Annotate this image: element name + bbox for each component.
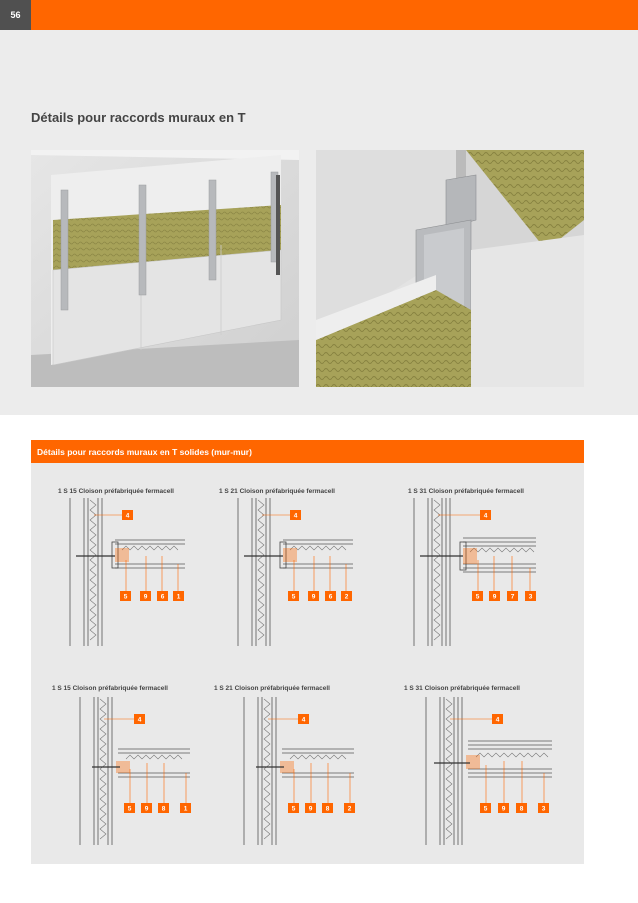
detail-drawing-4 [70,697,220,852]
detail-caption: 1 S 15 Cloison préfabriquée fermacell [52,685,168,692]
callout-9: 9 [492,593,497,601]
callout-1: 1 [183,805,188,813]
partition-section [244,540,353,568]
partition-section [92,749,190,777]
detail-drawing-6 [420,697,570,852]
callout-5: 5 [291,805,296,813]
callout-9: 9 [501,805,506,813]
section-drawing [408,498,558,648]
callout-2: 2 [344,593,349,601]
callout-4: 4 [483,512,488,520]
callout-4: 4 [293,512,298,520]
section-title: Détails pour raccords muraux en T [31,110,246,125]
callout-9: 9 [311,593,316,601]
callout-3: 3 [528,593,533,601]
callout-6: 6 [328,593,333,601]
callout-8: 8 [161,805,166,813]
callout-2: 2 [347,805,352,813]
section-drawing [228,498,378,648]
callout-8: 8 [519,805,524,813]
callout-8: 8 [325,805,330,813]
detail-drawing-1 [60,498,210,653]
partition-section [434,741,552,777]
detail-caption: 1 S 21 Cloison préfabriquée fermacell [214,685,330,692]
detail-drawing-3 [408,498,558,653]
top-orange-bar [0,0,638,30]
photo-t-connection [316,150,584,387]
callout-4: 4 [301,716,306,724]
partition-section [76,540,185,568]
callout-1: 1 [176,593,181,601]
callout-9: 9 [144,805,149,813]
detail-caption: 1 S 31 Cloison préfabriquée fermacell [408,488,524,495]
wall-section [70,498,102,646]
detail-drawing-5 [234,697,384,852]
detail-caption: 1 S 15 Cloison préfabriquée fermacell [58,488,174,495]
callout-5: 5 [123,593,128,601]
callout-7: 7 [510,593,515,601]
callout-5: 5 [475,593,480,601]
detail-caption: 1 S 31 Cloison préfabriquée fermacell [404,685,520,692]
detail-drawing-2 [228,498,378,653]
callout-4: 4 [137,716,142,724]
section-drawing [234,697,384,847]
partition-section [256,749,354,777]
detail-caption: 1 S 21 Cloison préfabriquée fermacell [219,488,335,495]
wall-section [414,498,450,646]
section-drawing [60,498,210,648]
callout-5: 5 [291,593,296,601]
wall-section [238,498,270,646]
page-number: 56 [0,0,31,30]
callout-4: 4 [495,716,500,724]
callout-5: 5 [483,805,488,813]
callout-4: 4 [125,512,130,520]
callout-9: 9 [143,593,148,601]
section-drawing [70,697,220,847]
callout-6: 6 [160,593,165,601]
section-drawing [420,697,570,847]
panel-title: Détails pour raccords muraux en T solides (mur-mur) [31,440,584,463]
photo-wall-installation [31,150,299,387]
callout-9: 9 [308,805,313,813]
callout-3: 3 [541,805,546,813]
callout-5: 5 [127,805,132,813]
